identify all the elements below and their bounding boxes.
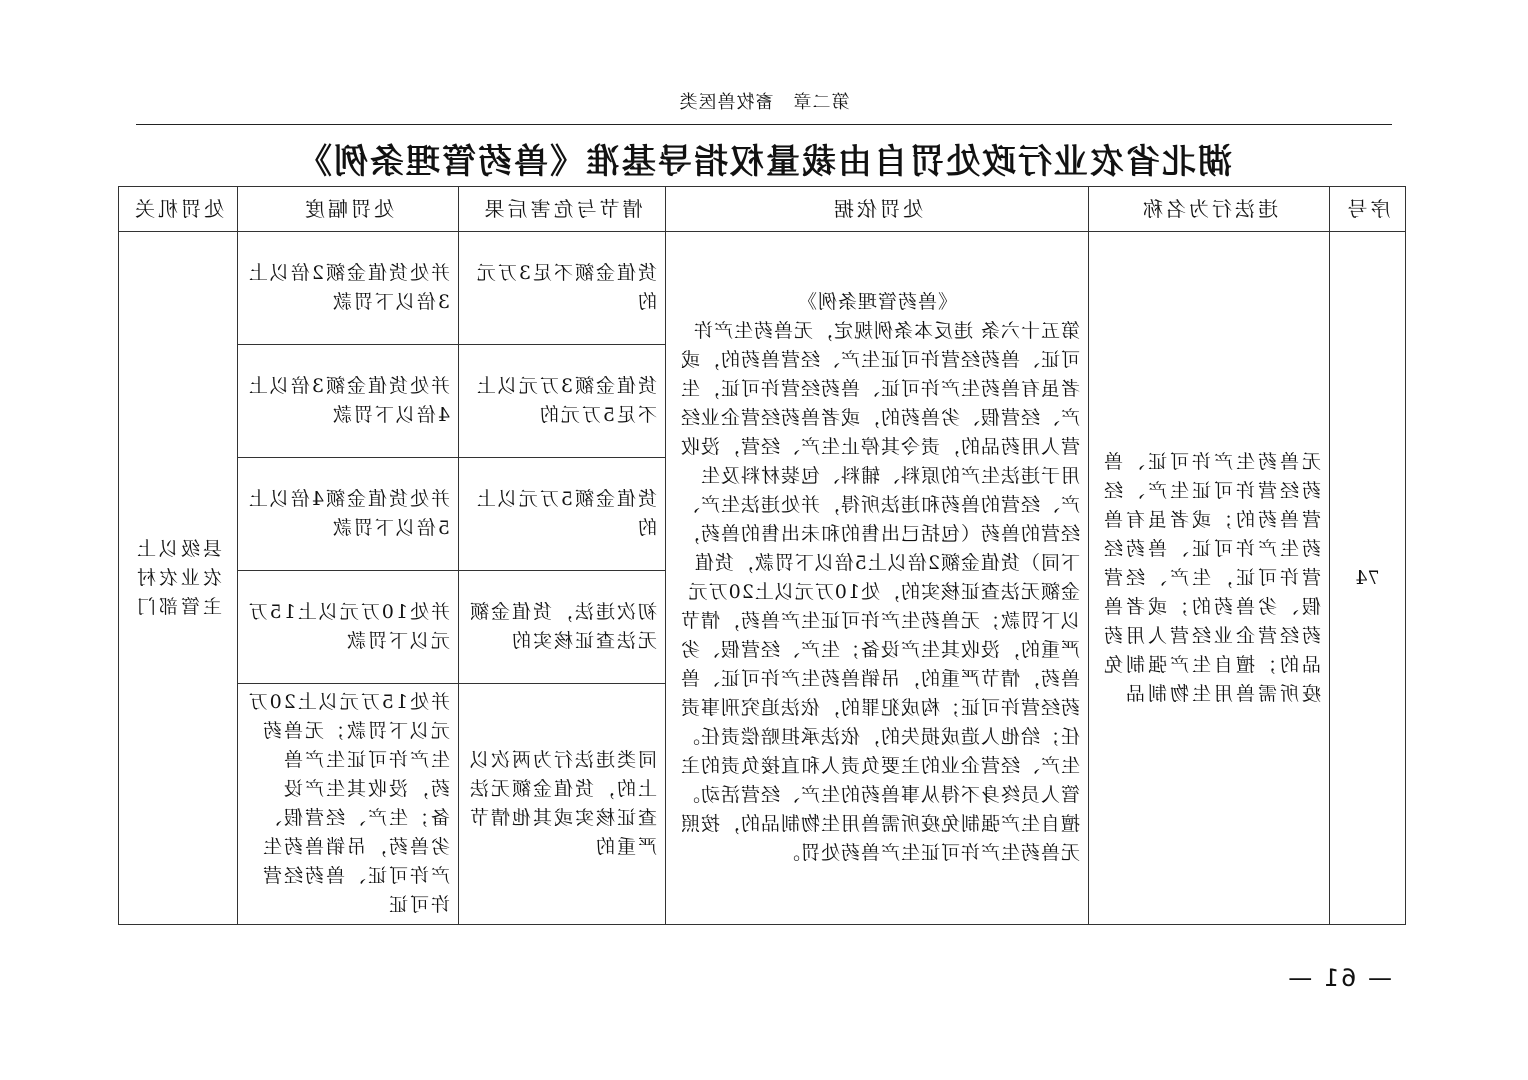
cell-authority: 县级以上农业农村主管部门 [119,232,238,925]
cell-circumstance: 初次违法，货值金额无法查证核实的 [459,571,666,684]
header-rule [136,124,1392,125]
running-head: 第二章 畜牧兽医类 [678,92,850,113]
penalty-table [118,186,1406,925]
cell-no: 74 [1330,232,1406,925]
header-act: 违法行为名称 [1089,187,1330,232]
header-range: 处罚幅度 [238,187,459,232]
page-number: — 61 — [1286,964,1392,992]
cell-circumstance: 货值金额3万元以上不足5万元的 [459,345,666,458]
page-title: 湖北省农业行政处罚自由裁量权指导基准《兽药管理条例》 [296,142,1232,182]
cell-circumstance: 货值金额5万元以上的 [459,458,666,571]
cell-range: 并处货值金额2倍以上3倍以下罚款 [238,232,459,345]
header-basis: 处罚依据 [666,187,1089,232]
cell-range: 并处货值金额3倍以上4倍以下罚款 [238,345,459,458]
cell-act: 无兽药生产许可证、兽药经营许可证生产、经营兽药的；或者虽有兽药生产许可证、兽药经营许可证，生产、经营假、劣兽药的；或者兽药经营企业经营人用药品的；擅自生产强制免疫所需兽用生物制品 [1089,232,1330,925]
cell-circumstance: 货值金额不足3万元的 [459,232,666,345]
cell-range: 并处10万元以上15万元以下罚款 [238,571,459,684]
basis-title: 《兽药管理条例》 [797,291,958,313]
header-no: 序号 [1330,187,1406,232]
table-header-row [119,187,1406,232]
basis-text: 第五十六条 违反本条例规定，无兽药生产许可证、兽药经营许可证生产、经营兽药的，或者虽有兽药生产许可证、兽药经营许可证，生产、经营假、劣兽药的，或者兽药经营企业经营人用药品的，责令其停止生产、经营，没收用于违法生产的原料、辅料、包装材料及生产、经营的兽药和违法所得，并处违法生产、经营的兽药（包括已出售的和未出售的兽药，下同）货值金额2倍以上5倍以下罚款，货值金额无法查证核实的，处10万元以上20万元以下罚款；无兽药生产许可证生产兽药，情节严重的，没收其生产设备；生产、经营假、劣兽药，情节严重的，吊销兽药生产许可证、兽药经营许可证；构成犯罪的，依法追究刑事责任；给他人造成损失的，依法承担赔偿责任。生产、经营企业的主要负责人和直接负责的主管人员终身不得从事兽药的生产、经营活动。 擅自生产强制免疫所需兽用生物制品的，按照无兽药生产许可证生产兽药处罚。 [679,320,1080,864]
header-authority: 处罚机关 [119,187,238,232]
cell-range: 并处货值金额4倍以上5倍以下罚款 [238,458,459,571]
header-circumstance: 情节与危害后果 [459,187,666,232]
cell-basis [666,232,1089,925]
cell-range: 并处15万元以上20万元以下罚款；无兽药生产许可证生产兽药，没收其生产设备；生产、经营假、劣兽药，吊销兽药生产许可证、兽药经营许可证 [238,684,459,925]
table-row [119,232,1406,345]
cell-circumstance: 同类违法行为两次以上的，货值金额无法查证核实或其他情节严重的 [459,684,666,925]
